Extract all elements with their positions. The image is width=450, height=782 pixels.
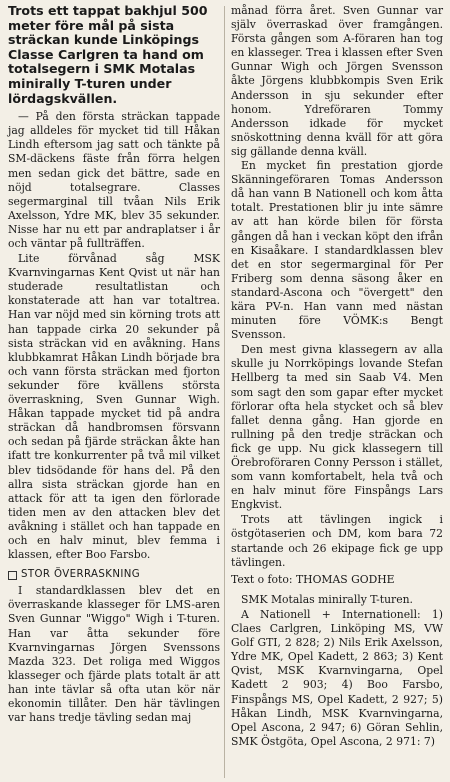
results-list: A Nationell + Internationell: 1) Claes Carlgren, Linköping MS, VW Golf GTI, 2 828; 2) Nils Erik Axelsson, Ydre MK, Opel Kadett, 2 863; 3) Kent Qvist, MSK Kvarnvingarna, Opel Kadett 2 903; 4) Boo Farsbo, Finspångs MS, Opel Kadett, 2 927; 5) Håkan Lindh, MSK Kvarnvingarna, Opel Ascona, 2 947; 6) Göran Sehlin, SMK Östgöta, Opel Ascona, 2 971: 7) [231, 607, 443, 748]
article-column-left [8, 4, 220, 726]
article-paragraph: — På den första sträckan tappade jag alldeles för mycket tid till Håkan Lindh eftersom jag satt och tänkte på SM-däckens fäste från förra helgen men sedan gick det bättre, sade en nöjd totalsegrare. Classes segermarginal till tvåan Nils Erik Axelsson, Ydre MK, blev 35 sekunder. Nisse har nu ett par andraplatser i år och väntar på fullträffen. [8, 110, 220, 250]
article-lead: Trots ett tappat bakhjul 500 meter före mål på sista sträckan kunde Linköpings Classe Carlgren ta hand om totalsegern i SMK Motalas minirally T-turen under lördagskvällen. [8, 3, 208, 106]
article-subheading [8, 568, 220, 582]
article-paragraph: Trots att tävlingen ingick i östgötaserien och DM, kom bara 72 startande och 26 ekipage fick ge upp tävlingen. [231, 513, 443, 569]
article-paragraph: En mycket fin prestation gjorde Skänningeföraren Tomas Andersson då han vann B Nationell och kom åtta totalt. Prestationen blir ju inte sämre av att han körde bilen för första gången då han i veckan köpt den ifrån en Kisaåkare. I standardklassen blev det en stor segermarginal för Per Friberg som denna säsong åker en standard-Ascona och "övergett" den kära PV-n. Han vann med nästan minuten före VÖMK:s Bengt Svensson. [231, 159, 443, 342]
photo-credit: Text o foto: THOMAS GODHE [231, 572, 395, 586]
article-paragraph: Lite förvånad såg MSK Kvarnvingarnas Kent Qvist ut när han studerade resultatlistan och konstaterade att han var totaltrea. Han var nöjd med sin körning trots att han tappade cirka 20 sekunder på sista sträckan vid en avåkning. Hans klubbkamrat Håkan Lindh började bra och vann första sträckan med fjorton sekunder före kvällens största överraskning, Sven Gunnar Wigh. Håkan tappade mycket tid på andra sträckan då handbromsen försvann och sedan på fjärde sträckan åkte han ifatt tre konkurrenter på två mil vilket blev tidsödande för hans del. På den allra sista sträckan gjorde han en attack för att ta igen den förlorade tiden men av den attacken blev det avåkning i stället och han tappade en och en halv minut, blev femma i klassen, efter Boo Farsbo. [8, 252, 220, 562]
subheading-text: STOR ÖVERRASKNING [21, 569, 141, 581]
article-paragraph: månad förra året. Sven Gunnar var själv överraskad över framgången. Första gången som A-föraren han tog en klasseger. Trea i klassen efter Sven Gunnar Wigh och Jörgen Svensson åkte Jörgens klubbkompis Sven Erik Andersson in sju sekunder efter honom. Ydreföraren Tommy Andersson idkade för mycket snöskottning denna kväll för att göra sig gällande denna kväll. [231, 4, 443, 158]
article-column-right [231, 4, 443, 750]
article-paragraph: I standardklassen blev det en överraskande klasseger för LMS-aren Sven Gunnar "Wiggo" Wigh i T-turen. Han var åtta sekunder före Kvarnvingarnas Jörgen Svenssons Mazda 323. Det roliga med Wiggos klasseger och fjärde plats totalt är att han inte tävlar så ofta utan kör när ekonomin tillåter. Den här tävlingen var hans tredje tävling sedan maj [8, 584, 220, 725]
article-paragraph: Den mest givna klassegern av alla skulle ju Norrköpings lovande Stefan Hellberg ta med sin Saab V4. Men som sagt den som gapar efter mycket förlorar ofta hela stycket och så blev fallet denna gång. Han gjorde en rullning på den tredje sträckan och fick ge upp. Nu gick klassegern till Örebroföraren Conny Persson i stället, som vann komfortabelt, hela två och en halv minut före Finspångs Lars Engkvist. [231, 343, 443, 512]
results-title: SMK Motalas minirally T-turen. [241, 592, 413, 606]
column-divider [224, 6, 225, 778]
box-icon [8, 571, 17, 580]
